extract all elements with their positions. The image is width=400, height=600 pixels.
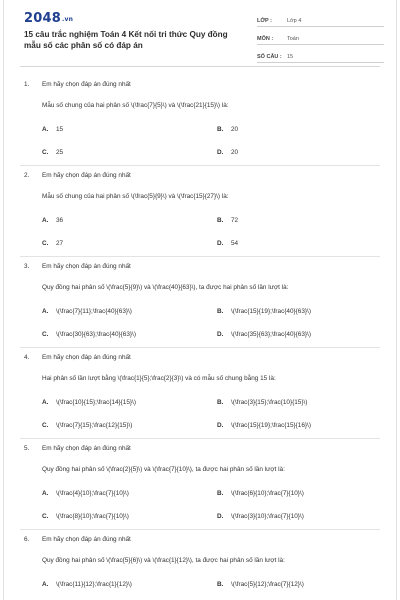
option-b[interactable] [217, 217, 238, 224]
option-c[interactable] [42, 513, 129, 520]
option-b[interactable] [217, 581, 304, 588]
question-instruction: Em hãy chọn đáp án đúng nhất [42, 354, 131, 361]
option-letter: B. [217, 308, 224, 315]
meta-row-subject [257, 30, 384, 45]
option-a[interactable] [42, 581, 132, 588]
question-number: 1. [24, 81, 30, 88]
option-letter: D. [217, 331, 224, 338]
option-text: \(\frac{35}{63};\frac{40}{63}\) [231, 331, 311, 338]
question-divider [20, 438, 380, 439]
option-letter: B. [217, 217, 224, 224]
question-header [24, 263, 131, 270]
option-text: \(\frac{11}{12};\frac{1}{12}\) [56, 581, 132, 588]
option-text: 72 [231, 217, 239, 224]
option-letter: C. [42, 240, 49, 247]
option-c[interactable] [42, 331, 136, 338]
option-letter: B. [217, 126, 224, 133]
document-title: 15 câu trắc nghiệm Toán 4 Kết nối tri thức Quy đồng mẫu số các phân số có đáp án [24, 30, 228, 50]
option-text: \(\frac{30}{63};\frac{40}{63}\) [56, 331, 136, 338]
meta-key: MÔN : [257, 36, 274, 42]
option-text: 20 [231, 149, 239, 156]
question-number: 6. [24, 536, 30, 543]
option-c[interactable] [42, 149, 63, 156]
option-text: 25 [56, 149, 64, 156]
question-number: 2. [24, 172, 30, 179]
logo-tld: .vn [61, 16, 74, 23]
question-text: Quy đồng hai phân số \(\frac{5}{9}\) và \(\frac{40}{63}\), ta được hai phân số lần lượt là: [42, 284, 289, 291]
option-text: \(\frac{7}{11};\frac{40}{63}\) [56, 308, 132, 315]
question-number: 5. [24, 445, 30, 452]
option-text: \(\frac{15}{19};\frac{40}{63}\) [231, 308, 311, 315]
option-d[interactable] [217, 422, 311, 429]
option-text: \(\frac{3}{15};\frac{10}{15}\) [231, 399, 308, 406]
option-a[interactable] [42, 308, 132, 315]
option-d[interactable] [217, 240, 238, 247]
option-text: 36 [56, 217, 64, 224]
meta-row-grade [257, 12, 384, 27]
option-letter: C. [42, 422, 49, 429]
option-d[interactable] [217, 513, 304, 520]
option-b[interactable] [217, 308, 311, 315]
question-text: Quy đồng hai phân số \(\frac{2}{5}\) và \(\frac{7}{10}\), ta được hai phân số lần lượt là: [42, 466, 285, 473]
question-divider [20, 347, 380, 348]
option-text: 15 [56, 126, 64, 133]
option-letter: B. [217, 399, 224, 406]
option-text: \(\frac{8}{10};\frac{7}{10}\) [56, 513, 129, 520]
option-b[interactable] [217, 126, 238, 133]
question-header [24, 536, 131, 543]
question-header [24, 354, 131, 361]
question-instruction: Em hãy chọn đáp án đúng nhất [42, 445, 131, 452]
question-text: Quy đồng hai phân số \(\frac{5}{6}\) và \(\frac{1}{12}\), ta được hai phân số lần lượt là: [42, 557, 285, 564]
option-letter: B. [217, 490, 224, 497]
question-text: Mẫu số chung của hai phân số \(\frac{7}{5}\) và \(\frac{21}{15}\) là: [42, 102, 229, 109]
question-divider [20, 529, 380, 530]
meta-row-count [257, 48, 384, 63]
option-letter: A. [42, 308, 49, 315]
option-a[interactable] [42, 399, 136, 406]
option-letter: B. [217, 581, 224, 588]
option-text: \(\frac{10}{15};\frac{14}{15}\) [56, 399, 136, 406]
option-d[interactable] [217, 149, 238, 156]
question-instruction: Em hãy chọn đáp án đúng nhất [42, 172, 131, 179]
meta-value: 15 [287, 54, 294, 60]
option-b[interactable] [217, 490, 304, 497]
question-instruction: Em hãy chọn đáp án đúng nhất [42, 536, 131, 543]
site-logo[interactable] [24, 11, 73, 26]
question-header [24, 81, 131, 88]
option-a[interactable] [42, 490, 129, 497]
question-number: 3. [24, 263, 30, 270]
option-letter: A. [42, 399, 49, 406]
option-letter: C. [42, 513, 49, 520]
option-letter: A. [42, 581, 49, 588]
option-text: 20 [231, 126, 239, 133]
option-letter: D. [217, 422, 224, 429]
option-letter: D. [217, 149, 224, 156]
question-instruction: Em hãy chọn đáp án đúng nhất [42, 81, 131, 88]
option-text: \(\frac{3}{10};\frac{7}{10}\) [231, 513, 304, 520]
question-instruction: Em hãy chọn đáp án đúng nhất [42, 263, 131, 270]
option-c[interactable] [42, 240, 63, 247]
option-letter: C. [42, 149, 49, 156]
option-letter: C. [42, 331, 49, 338]
document-header [4, 0, 396, 66]
option-text: \(\frac{7}{15};\frac{12}{15}\) [56, 422, 133, 429]
option-text: 27 [56, 240, 64, 247]
question-text: Mẫu số chung của hai phân số \(\frac{5}{9}\) và \(\frac{15}{27}\) là: [42, 193, 229, 200]
meta-key: LỚP : [257, 18, 272, 24]
option-letter: D. [217, 513, 224, 520]
meta-panel [257, 12, 384, 66]
option-c[interactable] [42, 422, 132, 429]
meta-value: Toán [287, 36, 299, 42]
option-text: \(\frac{5}{12};\frac{7}{12}\) [231, 581, 304, 588]
option-text: \(\frac{15}{19};\frac{15}{16}\) [231, 422, 311, 429]
question-header [24, 172, 131, 179]
header-divider [20, 66, 380, 67]
option-letter: A. [42, 217, 49, 224]
meta-key: SỐ CÂU : [257, 54, 282, 60]
question-header [24, 445, 131, 452]
question-divider [20, 256, 380, 257]
option-letter: A. [42, 490, 49, 497]
logo-text: 2048 [24, 11, 61, 26]
option-text: 54 [231, 240, 239, 247]
question-text: Hai phân số lần lượt bằng \(\frac{1}{5};\frac{2}{3}\) và có mẫu số chung bằng 15 là: [42, 375, 276, 382]
option-a[interactable] [42, 126, 63, 133]
option-b[interactable] [217, 399, 307, 406]
option-letter: A. [42, 126, 49, 133]
option-letter: D. [217, 240, 224, 247]
option-d[interactable] [217, 331, 311, 338]
option-a[interactable] [42, 217, 63, 224]
question-divider [20, 165, 380, 166]
meta-value: Lớp 4 [287, 18, 302, 24]
document-page [3, 0, 397, 600]
option-text: \(\frac{6}{10};\frac{7}{10}\) [231, 490, 304, 497]
question-number: 4. [24, 354, 30, 361]
option-text: \(\frac{4}{10};\frac{7}{10}\) [56, 490, 129, 497]
